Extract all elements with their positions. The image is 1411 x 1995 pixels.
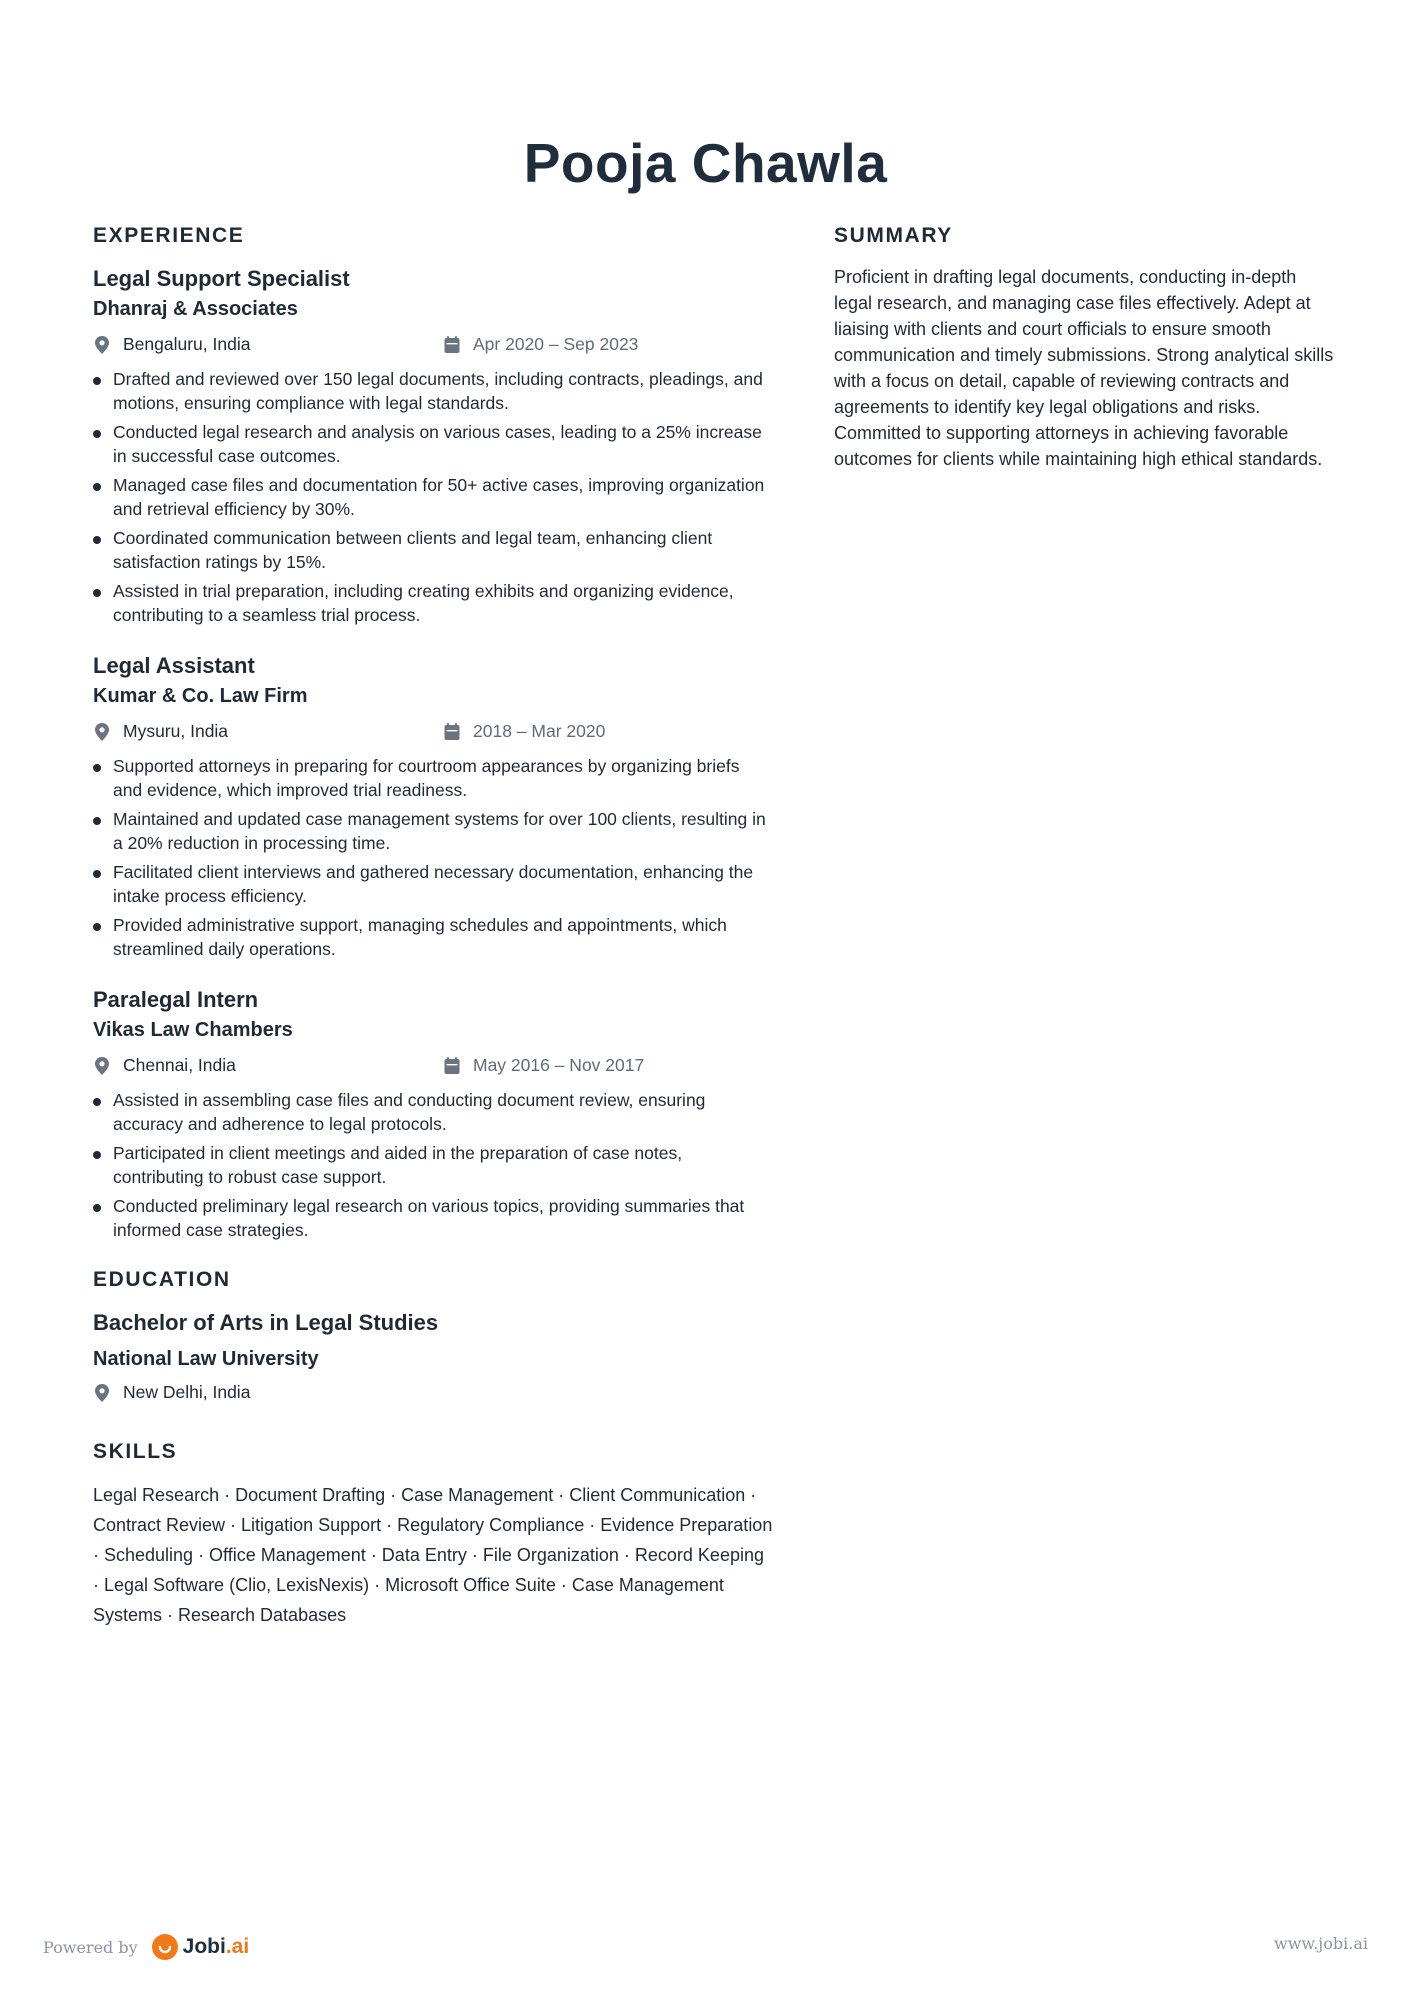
company-name: Kumar & Co. Law Firm: [93, 685, 308, 707]
job-bullet: Maintained and updated case management systems for over 100 clients, resulting in a 20% reduction in processing time.: [93, 808, 773, 855]
job-meta: [93, 334, 773, 360]
job-title: Legal Assistant: [93, 653, 255, 678]
job-location-text: Chennai, India: [123, 1055, 236, 1075]
job-bullet: Drafted and reviewed over 150 legal documents, including contracts, pleadings, and motions, ensuring compliance with legal standards.: [93, 368, 773, 415]
calendar-icon: [443, 335, 461, 355]
calendar-icon: [443, 1056, 461, 1076]
skills-heading: SKILLS: [93, 1440, 178, 1463]
degree-title: Bachelor of Arts in Legal Studies: [93, 1310, 439, 1335]
skills-text: Legal Research · Document Drafting · Case Management · Client Communication · Contract Review · Litigation Support · Regulatory Compliance · Evidence Preparation · Scheduling · Office Management · Data Entry · File Organization · Record Keeping · Legal Software (Clio, LexisNexis) · Microsoft Office Suite · Case Management Systems · Research Databases: [93, 1485, 773, 1625]
job-bullet: Assisted in assembling case files and conducting document review, ensuring accuracy and adherence to legal protocols.: [93, 1089, 773, 1136]
job-location-text: Bengaluru, India: [123, 334, 251, 354]
company-name: Dhanraj & Associates: [93, 298, 298, 320]
left-column: [93, 222, 773, 1630]
job-entry: [93, 985, 773, 1242]
job-bullet: Supported attorneys in preparing for courtroom appearances by organizing briefs and evidence, which improved trial readiness.: [93, 755, 773, 802]
right-column: [834, 222, 1334, 472]
job-dates: [443, 1055, 644, 1076]
job-bullet-list: [93, 755, 773, 961]
job-location: [93, 1055, 236, 1076]
job-entry: [93, 651, 773, 961]
experience-heading: EXPERIENCE: [93, 224, 245, 247]
job-dates: [443, 721, 605, 742]
job-location: [93, 334, 250, 355]
education-location: [93, 1382, 250, 1403]
job-dates-text: Apr 2020 – Sep 2023: [473, 334, 639, 354]
summary-heading: SUMMARY: [834, 224, 953, 247]
job-title: Paralegal Intern: [93, 987, 259, 1012]
job-bullet: Assisted in trial preparation, including creating exhibits and organizing evidence, contributing to a seamless trial process.: [93, 580, 773, 627]
experience-section: [93, 222, 773, 1242]
calendar-icon: [443, 722, 461, 742]
job-bullet: Managed case files and documentation for 50+ active cases, improving organization and retrieval efficiency by 30%.: [93, 474, 773, 521]
job-title: Legal Support Specialist: [93, 266, 350, 291]
job-bullet: Conducted legal research and analysis on various cases, leading to a 25% increase in successful case outcomes.: [93, 421, 773, 468]
job-bullet: Facilitated client interviews and gathered necessary documentation, enhancing the intake process efficiency.: [93, 861, 773, 908]
jobi-logo-text[interactable]: [183, 1935, 250, 1959]
job-bullet: Coordinated communication between clients and legal team, enhancing client satisfaction ratings by 15%.: [93, 527, 773, 574]
jobi-logo-icon: [152, 1934, 178, 1960]
job-location-text: Mysuru, India: [123, 721, 229, 741]
location-pin-icon: [93, 1383, 111, 1403]
job-entry: [93, 264, 773, 627]
education-meta: [93, 1382, 773, 1408]
powered-by-footer: [43, 1934, 249, 1960]
location-pin-icon: [93, 335, 111, 355]
job-bullet: Provided administrative support, managing schedules and appointments, which streamlined daily operations.: [93, 914, 773, 961]
school-name: National Law University: [93, 1348, 319, 1370]
powered-by-label: Powered by: [43, 1937, 138, 1957]
location-pin-icon: [93, 1056, 111, 1076]
job-bullet-list: [93, 1089, 773, 1242]
summary-text: Proficient in drafting legal documents, conducting in-depth legal research, and managing case files effectively. Adept at liaising with clients and court officials to ensure smooth communication and timely submissions. Strong analytical skills with a focus on detail, capable of reviewing contracts and agreements to identify key legal obligations and risks. Committed to supporting attorneys in achieving favorable outcomes for clients while maintaining high ethical standards.: [834, 267, 1334, 469]
job-bullet-list: [93, 368, 773, 627]
website-link[interactable]: www.jobi.ai: [1274, 1934, 1368, 1953]
education-heading: EDUCATION: [93, 1268, 231, 1291]
company-name: Vikas Law Chambers: [93, 1019, 293, 1041]
job-location: [93, 721, 228, 742]
location-pin-icon: [93, 722, 111, 742]
job-list: [93, 264, 773, 1242]
job-bullet: Participated in client meetings and aided in the preparation of case notes, contributing to robust case support.: [93, 1142, 773, 1189]
job-meta: [93, 721, 773, 747]
candidate-name: Pooja Chawla: [523, 132, 888, 194]
education-section: [93, 1266, 773, 1408]
job-meta: [93, 1055, 773, 1081]
job-dates-text: 2018 – Mar 2020: [473, 721, 606, 741]
job-dates-text: May 2016 – Nov 2017: [473, 1055, 645, 1075]
brand-suffix: .ai: [225, 1935, 250, 1958]
job-dates: [443, 334, 638, 355]
skills-section: [93, 1438, 773, 1630]
job-bullet: Conducted preliminary legal research on various topics, providing summaries that informed case strategies.: [93, 1195, 773, 1242]
education-location-text: New Delhi, India: [123, 1382, 251, 1402]
brand-main: Jobi: [182, 1935, 226, 1958]
